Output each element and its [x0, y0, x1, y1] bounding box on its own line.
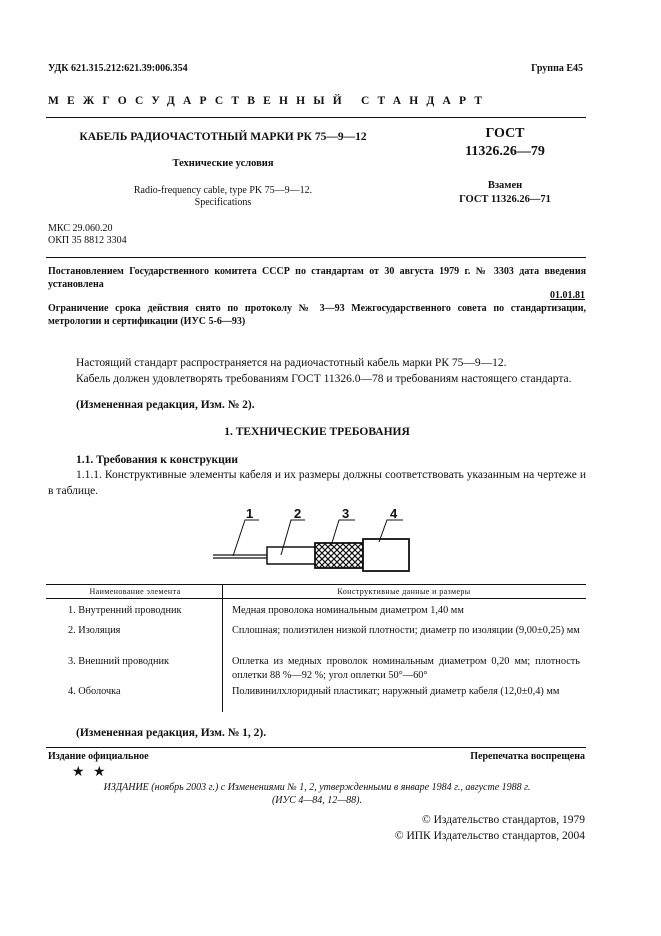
official-edition: Издание официальное	[48, 751, 149, 762]
table-row-2-name: 2. Изоляция	[68, 625, 121, 636]
sheath-layer	[363, 539, 409, 571]
title-en-line1: Radio-frequency cable, type PK 75—9—12.	[133, 185, 313, 196]
edition-line-2: (ИУС 4—84, 12—88).	[271, 795, 363, 806]
table-row-3-name: 3. Внешний проводник	[68, 656, 169, 667]
okp-code: ОКП 35 8812 3304	[48, 235, 127, 246]
leader-3	[331, 520, 355, 546]
subtitle-ru: Технические условия	[172, 158, 274, 169]
stars-mark: ★ ★	[72, 764, 108, 780]
replace-number: ГОСТ 11326.26—71	[459, 194, 551, 205]
table-top-rule	[46, 584, 586, 585]
section-heading: 1. ТЕХНИЧЕСКИЕ ТРЕБОВАНИЯ	[224, 426, 410, 438]
edition-line-1: ИЗДАНИЕ (ноябрь 2003 г.) с Изменениями № 1, 2, утвержденными в январе 1984 г., августе 1988 г.	[103, 782, 531, 793]
insulation-layer	[267, 547, 317, 564]
title-en-line2: Specifications	[194, 197, 252, 208]
footer-rule	[46, 747, 586, 748]
table-header-element: Наименование элемента	[89, 587, 181, 596]
table-row-4-name: 4. Оболочка	[68, 686, 121, 697]
standard-banner: МЕЖГОСУДАРСТВЕННЫЙ СТАНДАРТ	[48, 95, 491, 107]
braid-layer	[315, 543, 363, 568]
cable-drawing	[205, 502, 435, 580]
decree-date: 01.01.81	[550, 290, 585, 301]
udk-code: УДК 621.315.212:621.39:006.354	[48, 63, 188, 74]
amendment-note-1: (Измененная редакция, Изм. № 2).	[76, 399, 255, 411]
banner-rule	[46, 117, 586, 118]
table-row-2-data: Сплошная; полиэтилен низкой плотности; диаметр по изоляции (9,00±0,25) мм	[232, 625, 580, 636]
copyright-1979: © Издательство стандартов, 1979	[421, 814, 585, 826]
group-code: Группа Е45	[531, 63, 583, 74]
table-row-1-data: Медная проволока номинальным диаметром 1,40 мм	[232, 605, 464, 616]
table-header-data: Конструктивные данные и размеры	[337, 587, 471, 596]
drawing-label-3: 3	[342, 506, 350, 521]
leader-1	[233, 520, 259, 556]
intro-paragraph-2: Кабель должен удовлетворять требованиям ГОСТ 11326.0—78 и требованиям настоящего стандарта.	[76, 373, 572, 385]
table-row-1-name: 1. Внутренний проводник	[68, 605, 182, 616]
codes-rule	[46, 257, 586, 258]
limitation-text: Ограничение срока действия снято по протоколу № 3—93 Межгосударственного совета по стандартизации, метрологии и сертификации (ИУС 5-6—93)	[48, 303, 586, 327]
construction-paragraph: 1.1.1. Конструктивные элементы кабеля и их размеры должны соответствовать указанным на чертеже и в таблице.	[48, 469, 586, 497]
drawing-label-1: 1	[246, 506, 254, 521]
replace-label: Взамен	[487, 180, 523, 191]
decree-text: Постановлением Государственного комитета СССР по стандартам от 30 августа 1979 г. № 3303 дата введения установлена	[48, 266, 586, 290]
drawing-label-4: 4	[390, 506, 398, 521]
table-header-rule	[46, 598, 586, 599]
table-row-3-data: Оплетка из медных проволок номинальным диаметром 0,20 мм; плотность оплетки 88 %—92 %; угол оплетки 50°—60°	[232, 656, 580, 681]
table-column-divider	[222, 584, 223, 712]
gost-label: ГОСТ	[485, 126, 525, 141]
table-row-4-data: Поливинилхлоридный пластикат; наружный диаметр кабеля (12,0±0,4) мм	[232, 686, 560, 697]
reprint-prohibited: Перепечатка воспрещена	[470, 751, 585, 762]
intro-paragraph-1: Настоящий стандарт распространяется на радиочастотный кабель марки РК 75—9—12.	[76, 357, 507, 369]
gost-number: 11326.26—79	[465, 144, 545, 159]
title-ru: КАБЕЛЬ РАДИОЧАСТОТНЫЙ МАРКИ РК 75—9—12	[79, 131, 367, 143]
amendment-note-2: (Измененная редакция, Изм. № 1, 2).	[76, 727, 267, 739]
subsection-heading: 1.1. Требования к конструкции	[76, 454, 238, 466]
mks-code: МКС 29.060.20	[48, 223, 113, 234]
drawing-label-2: 2	[294, 506, 302, 521]
copyright-2004: © ИПК Издательство стандартов, 2004	[394, 830, 585, 842]
